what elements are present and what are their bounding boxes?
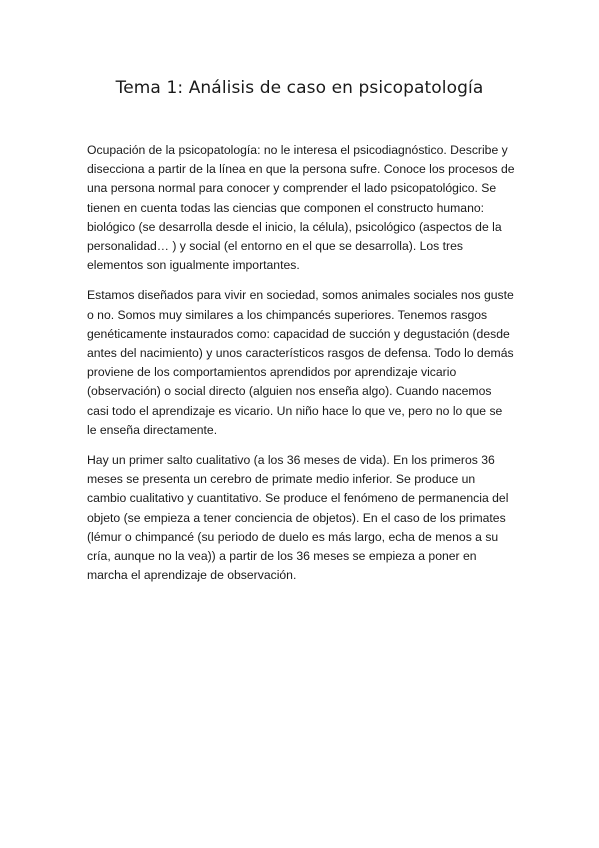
paragraph-2: Estamos diseñados para vivir en sociedad, somos animales sociales nos guste o no. Somos muy similares a los chimpancés superiores. Tenemos rasgos genéticamente instaurados como: capacidad de succión y degustación (desde antes del nacimiento) y unos característicos rasgos de defensa. Todo lo demás proviene de los comportamientos aprendidos por aprendizaje vicario (observación) o social directo (alguien nos enseña algo). Cuando nacemos casi todo el aprendizaje es vicario. Un niño hace lo que ve, pero no lo que se le enseña directamente. [87,288,514,437]
document-title: Tema 1: Análisis de caso en psicopatología [115,78,484,98]
document-body [87,141,515,596]
paragraph-1: Ocupación de la psicopatología: no le interesa el psicodiagnóstico. Describe y disecciona a partir de la línea en que la persona sufre. Conoce los procesos de una persona normal para conocer y comprender el lado psicopatológico. Se tienen en cuenta todas las ciencias que componen el constructo humano: biológico (se desarrolla desde el inicio, la célula), psicológico (aspectos de la personalidad… ) y social (el entorno en el que se desarrolla). Los tres elementos son igualmente importantes. [87,143,515,273]
paragraph-3: Hay un primer salto cualitativo (a los 36 meses de vida). En los primeros 36 meses se presenta un cerebro de primate medio inferior. Se produce un cambio cualitativo y cuantitativo. Se produce el fenómeno de permanencia del objeto (se empieza a tener conciencia de objetos). En el caso de los primates (lémur o chimpancé (su periodo de duelo es más largo, echa de menos a su cría, aunque no la vea)) a partir de los 36 meses se empieza a poner en marcha el aprendizaje de observación. [87,453,509,583]
